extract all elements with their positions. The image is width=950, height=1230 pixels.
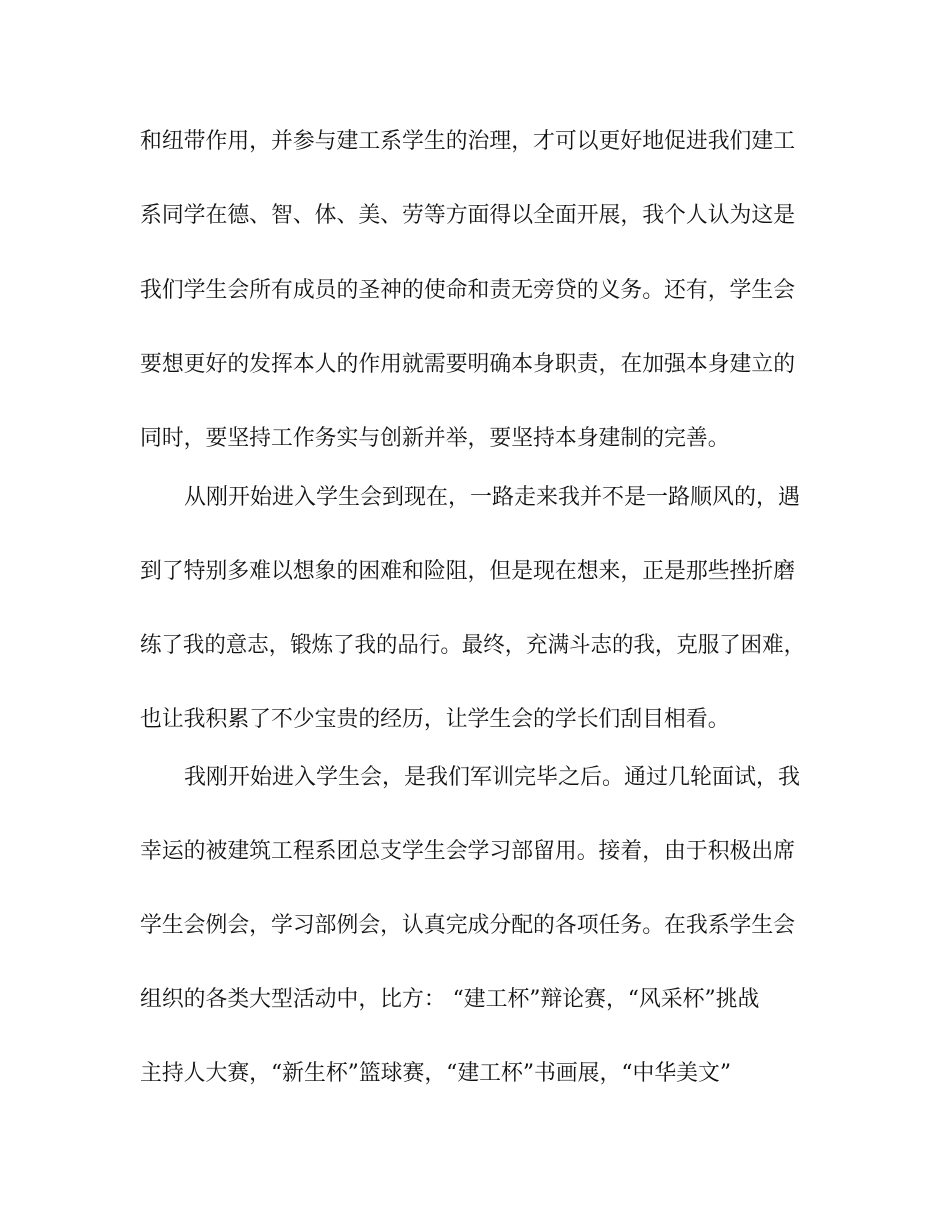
paragraph-first-line: 我刚开始进入学生会，是我们军训完毕之后。通过几轮面试，我: [184, 765, 801, 790]
text-line: 组织的各类大型活动中，比方： “建工杯”辩论赛，“风采杯”挑战: [140, 987, 760, 1012]
paragraph-first-line: 从刚开始进入学生会到现在，一路走来我并不是一路顺风的，遇: [184, 485, 801, 510]
text-line: 同时，要坚持工作务实与创新并举，要坚持本身建制的完善。: [140, 426, 730, 451]
text-line: 和纽带作用，并参与建工系学生的治理，才可以更好地促进我们建工: [140, 129, 796, 154]
text-line: 练了我的意志，锻炼了我的品行。最终，充满斗志的我，克服了困难，: [140, 633, 806, 658]
text-line: 也让我积累了不少宝贵的经历，让学生会的学长们刮目相看。: [140, 707, 730, 732]
text-line: 我们学生会所有成员的圣神的使命和责无旁贷的义务。还有，学生会: [140, 278, 796, 303]
text-line: 要想更好的发挥本人的作用就需要明确本身职责，在加强本身建立的: [140, 352, 796, 377]
text-line: 主持人大赛，“新生杯”篮球赛，“建工杯”书画展，“中华美文”: [140, 1061, 732, 1086]
text-line: 系同学在德、智、体、美、劳等方面得以全面开展，我个人认为这是: [140, 203, 796, 228]
text-line: 到了特别多难以想象的困难和险阻，但是现在想来，正是那些挫折磨: [140, 559, 796, 584]
text-line: 幸运的被建筑工程系团总支学生会学习部留用。接着，由于积极出席: [140, 839, 796, 864]
text-line: 学生会例会，学习部例会，认真完成分配的各项任务。在我系学生会: [140, 913, 796, 938]
